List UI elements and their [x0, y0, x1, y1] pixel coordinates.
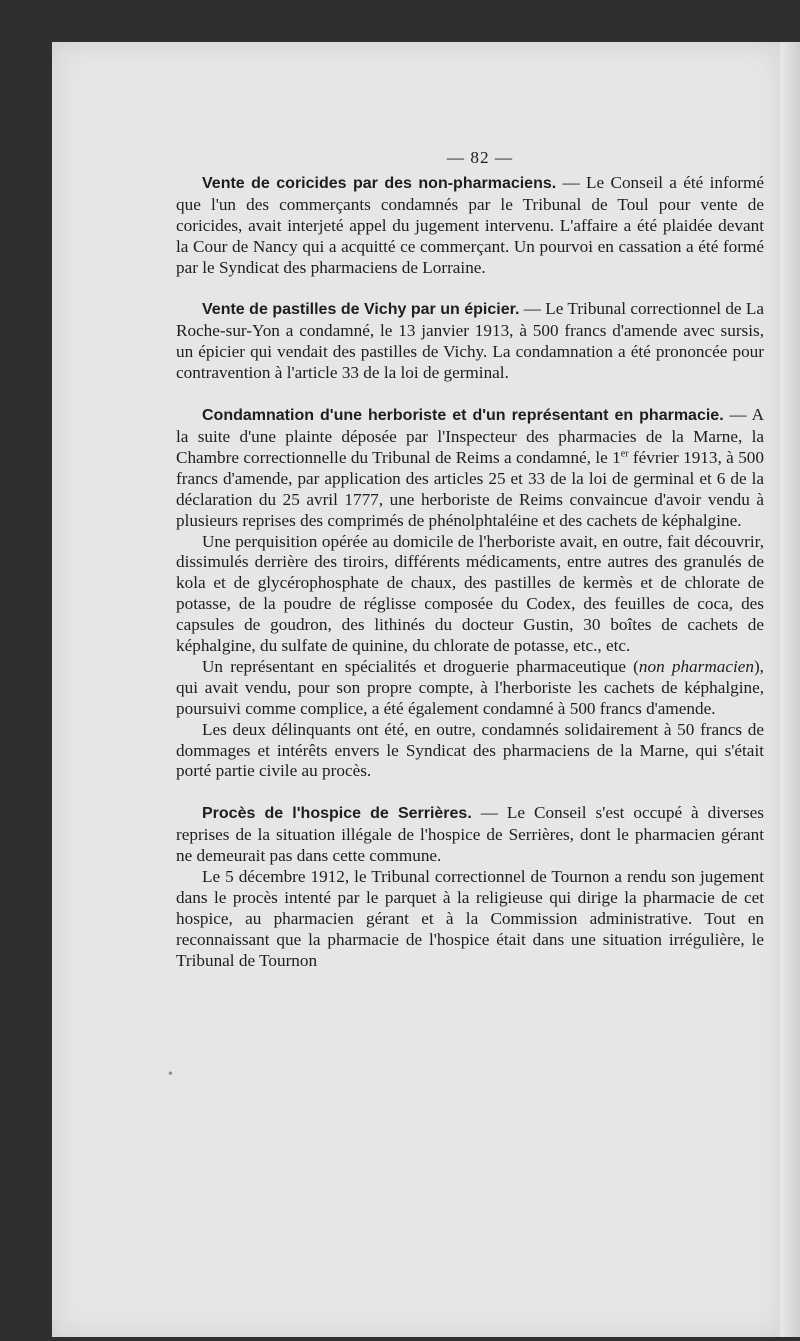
paragraph: Le 5 décembre 1912, le Tribunal correctionnel de Tournon a rendu son jugement dans le procès intenté par le parquet à la religieuse qui dirige la pharmacie de cet hospice, au pharmacien gérant et à la Commission administrative. Tout en reconnaissant que la pharmacie de l'hospice était dans une situation irrégulière, le Tribunal de Tournon [176, 867, 764, 970]
section-text: — A la suite d'une plainte déposée par l'Inspecteur des pharmacies de la Marne, la Chambre correctionnelle du Tribunal de Reims a condamné, le 1 [176, 405, 765, 467]
italic-text: non pharmacien [638, 656, 754, 676]
section-text: — Le Conseil a été informé que l'un des commerçants condamnés par le Tribunal de Toul pour vente de coricides, avait interjeté appel du jugement intervenu. L'affaire a été plaidée devant la Cour de Nancy qui a acquitté ce commerçant. Un pourvoi en cassation a été formé par le Syndicat des pharmaciens de Lorraine. [176, 172, 765, 277]
section-text: — Le Conseil s'est occupé à diverses reprises de la situation illégale de l'hospice de Serrières, dont le pharmacien gérant ne demeurait pas dans cette commune. [176, 803, 764, 866]
page-content [176, 148, 764, 972]
section-vichy [176, 299, 764, 384]
section-heading: Condamnation d'une herboriste et d'un représentant en pharmacie. [202, 407, 724, 425]
book-spine [780, 42, 800, 1337]
section-herboriste [176, 405, 764, 531]
superscript: er [620, 448, 629, 460]
section-heading: Procès de l'hospice de Serrières. [202, 805, 472, 823]
section-text: — Le Tribunal correctionnel de La Roche-sur-Yon a condamné, le 13 janvier 1913, à 500 francs d'amende avec sursis, un épicier qui vendait des pastilles de Vichy. La condamnation a été prononcée pour contravention à l'article 33 de la loi de germinal. [176, 299, 765, 383]
paragraph: Les deux délinquants ont été, en outre, condamnés solidairement à 50 francs de dommages et intérêts envers le Syndicat des pharmaciens de la Marne, qui s'était porté partie civile au procès. [176, 719, 764, 781]
section-coricides [176, 173, 764, 279]
section-heading: Vente de coricides par des non-pharmaciens. [202, 174, 557, 192]
section-heading: Vente de pastilles de Vichy par un épicier. [202, 301, 520, 319]
text-run: Un représentant en spécialités et droguerie pharmaceutique ( [202, 656, 639, 676]
page-number: — 82 — [446, 148, 514, 167]
margin-mark: • [168, 1067, 173, 1082]
section-serrieres [176, 803, 764, 867]
paragraph [176, 657, 764, 720]
section-text: février 1913, à 500 francs d'amende, par application des articles 25 et 33 de la loi de germinal et 6 de la déclaration du 25 avril 1777, une herboriste de Reims convaincue d'avoir vendu à plusieurs reprises des comprimés de phénolphtaléine et des cachets de képhalgine. [176, 447, 764, 530]
paragraph: Une perquisition opérée au domicile de l'herboriste avait, en outre, fait découvrir, dissimulés derrière des tiroirs, différents médicaments, entre autres des granulés de kola et de glycérophosphate de chaux, des pastilles de kermès et de chlorate de potasse, de la poudre de réglisse composée du Codex, des feuilles de coca, des capsules de goudron, des lithinés du docteur Gustin, 30 boîtes de cachets de képhalgine, du sulfate de quinine, du chlorate de potasse, etc., etc. [176, 531, 764, 656]
text-run: ), qui avait vendu, pour son propre compte, à l'herboriste les cachets de képhalgine, poursuivi comme complice, a été également condamné à 500 francs d'amende. [176, 656, 764, 718]
